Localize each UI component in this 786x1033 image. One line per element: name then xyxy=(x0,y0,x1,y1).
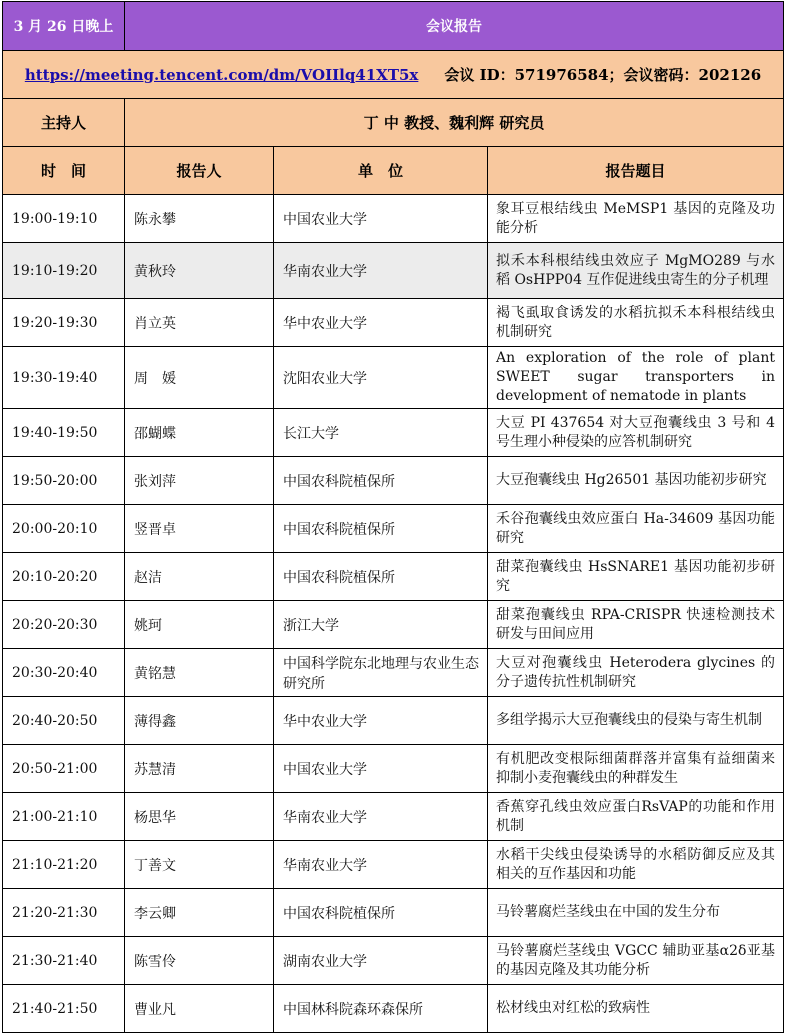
meeting-id-password: 会议 ID：571976584；会议密码：202126 xyxy=(444,66,762,84)
unit-cell: 中国农科院植保所 xyxy=(274,457,488,505)
host-row xyxy=(3,99,784,147)
title-cell: An exploration of the role of plant SWEET sugar transporters in development of nematode in plants xyxy=(488,347,784,409)
unit-cell: 中国科学院东北地理与农业生态研究所 xyxy=(274,649,488,697)
time-cell: 21:20-21:30 xyxy=(3,889,125,937)
time-cell: 20:40-20:50 xyxy=(3,697,125,745)
unit-cell: 中国农科院植保所 xyxy=(274,505,488,553)
time-cell: 19:40-19:50 xyxy=(3,409,125,457)
speaker-cell: 丁善文 xyxy=(125,841,274,889)
speaker-cell: 邵蝴蝶 xyxy=(125,409,274,457)
title-cell: 禾谷孢囊线虫效应蛋白 Ha-34609 基因功能研究 xyxy=(488,505,784,553)
host-label: 主持人 xyxy=(3,99,125,147)
title-cell: 马铃薯腐烂茎线虫在中国的发生分布 xyxy=(488,889,784,937)
time-cell: 19:50-20:00 xyxy=(3,457,125,505)
title-cell: 松材线虫对红松的致病性 xyxy=(488,985,784,1033)
unit-cell: 华中农业大学 xyxy=(274,299,488,347)
table-row xyxy=(3,553,784,601)
table-row xyxy=(3,889,784,937)
speaker-cell: 肖立英 xyxy=(125,299,274,347)
meeting-link[interactable]: https://meeting.tencent.com/dm/VOIIlq41XT5x xyxy=(24,66,419,84)
unit-cell: 浙江大学 xyxy=(274,601,488,649)
table-row xyxy=(3,745,784,793)
table-row xyxy=(3,649,784,697)
time-cell: 19:10-19:20 xyxy=(3,243,125,299)
speaker-cell: 赵洁 xyxy=(125,553,274,601)
table-row xyxy=(3,937,784,985)
unit-cell: 华南农业大学 xyxy=(274,841,488,889)
title-cell: 水稻干尖线虫侵染诱导的水稻防御反应及其相关的互作基因和功能 xyxy=(488,841,784,889)
table-row xyxy=(3,457,784,505)
title-cell: 多组学揭示大豆孢囊线虫的侵染与寄生机制 xyxy=(488,697,784,745)
table-row xyxy=(3,505,784,553)
unit-cell: 华南农业大学 xyxy=(274,793,488,841)
table-row xyxy=(3,299,784,347)
table-row xyxy=(3,347,784,409)
speaker-cell: 苏慧清 xyxy=(125,745,274,793)
unit-cell: 华中农业大学 xyxy=(274,697,488,745)
unit-cell: 湖南农业大学 xyxy=(274,937,488,985)
table-row xyxy=(3,985,784,1033)
speaker-cell: 曹业凡 xyxy=(125,985,274,1033)
table-row xyxy=(3,793,784,841)
title-cell: 大豆对孢囊线虫 Heterodera glycines 的分子遗传抗性机制研究 xyxy=(488,649,784,697)
time-cell: 20:20-20:30 xyxy=(3,601,125,649)
speaker-cell: 薄得鑫 xyxy=(125,697,274,745)
table-row xyxy=(3,243,784,299)
host-names: 丁 中 教授、魏利辉 研究员 xyxy=(125,99,784,147)
title-cell: 甜菜孢囊线虫 HsSNARE1 基因功能初步研究 xyxy=(488,553,784,601)
session-header-row xyxy=(3,2,784,51)
time-cell: 20:30-20:40 xyxy=(3,649,125,697)
schedule-table xyxy=(2,1,784,1033)
speaker-cell: 陈永攀 xyxy=(125,195,274,243)
title-cell: 褐飞虱取食诱发的水稻抗拟禾本科根结线虫机制研究 xyxy=(488,299,784,347)
time-cell: 19:20-19:30 xyxy=(3,299,125,347)
speaker-cell: 陈雪伶 xyxy=(125,937,274,985)
column-header-title: 报告题目 xyxy=(488,147,784,195)
title-cell: 象耳豆根结线虫 MeMSP1 基因的克隆及功能分析 xyxy=(488,195,784,243)
unit-cell: 中国农业大学 xyxy=(274,195,488,243)
unit-cell: 中国林科院森环森保所 xyxy=(274,985,488,1033)
speaker-cell: 张刘萍 xyxy=(125,457,274,505)
session-title: 会议报告 xyxy=(125,2,784,51)
speaker-cell: 杨思华 xyxy=(125,793,274,841)
title-cell: 香蕉穿孔线虫效应蛋白RsVAP的功能和作用机制 xyxy=(488,793,784,841)
column-header-unit: 单 位 xyxy=(274,147,488,195)
column-header-row xyxy=(3,147,784,195)
time-cell: 21:10-21:20 xyxy=(3,841,125,889)
time-cell: 19:30-19:40 xyxy=(3,347,125,409)
speaker-cell: 黄铭慧 xyxy=(125,649,274,697)
unit-cell: 中国农科院植保所 xyxy=(274,553,488,601)
time-cell: 21:00-21:10 xyxy=(3,793,125,841)
speaker-cell: 黄秋玲 xyxy=(125,243,274,299)
unit-cell: 长江大学 xyxy=(274,409,488,457)
title-cell: 拟禾本科根结线虫效应子 MgMO289 与水稻 OsHPP04 互作促进线虫寄生的分子机理 xyxy=(488,243,784,299)
speaker-cell: 竖晋卓 xyxy=(125,505,274,553)
speaker-cell: 周 媛 xyxy=(125,347,274,409)
column-header-speaker: 报告人 xyxy=(125,147,274,195)
title-cell: 大豆孢囊线虫 Hg26501 基因功能初步研究 xyxy=(488,457,784,505)
unit-cell: 中国农科院植保所 xyxy=(274,889,488,937)
column-header-time: 时 间 xyxy=(3,147,125,195)
time-cell: 21:40-21:50 xyxy=(3,985,125,1033)
speaker-cell: 李云卿 xyxy=(125,889,274,937)
table-row xyxy=(3,195,784,243)
session-date: 3 月 26 日晚上 xyxy=(3,2,125,51)
title-cell: 甜菜孢囊线虫 RPA-CRISPR 快速检测技术研发与田间应用 xyxy=(488,601,784,649)
title-cell: 有机肥改变根际细菌群落并富集有益细菌来抑制小麦孢囊线虫的种群发生 xyxy=(488,745,784,793)
table-row xyxy=(3,409,784,457)
time-cell: 20:00-20:10 xyxy=(3,505,125,553)
meeting-info-row xyxy=(3,51,784,99)
table-row xyxy=(3,841,784,889)
table-row xyxy=(3,601,784,649)
time-cell: 20:10-20:20 xyxy=(3,553,125,601)
time-cell: 20:50-21:00 xyxy=(3,745,125,793)
table-row xyxy=(3,697,784,745)
unit-cell: 中国农业大学 xyxy=(274,745,488,793)
time-cell: 21:30-21:40 xyxy=(3,937,125,985)
unit-cell: 华南农业大学 xyxy=(274,243,488,299)
title-cell: 马铃薯腐烂茎线虫 VGCC 辅助亚基α2δ亚基的基因克隆及其功能分析 xyxy=(488,937,784,985)
speaker-cell: 姚珂 xyxy=(125,601,274,649)
title-cell: 大豆 PI 437654 对大豆孢囊线虫 3 号和 4 号生理小种侵染的应答机制研究 xyxy=(488,409,784,457)
time-cell: 19:00-19:10 xyxy=(3,195,125,243)
unit-cell: 沈阳农业大学 xyxy=(274,347,488,409)
